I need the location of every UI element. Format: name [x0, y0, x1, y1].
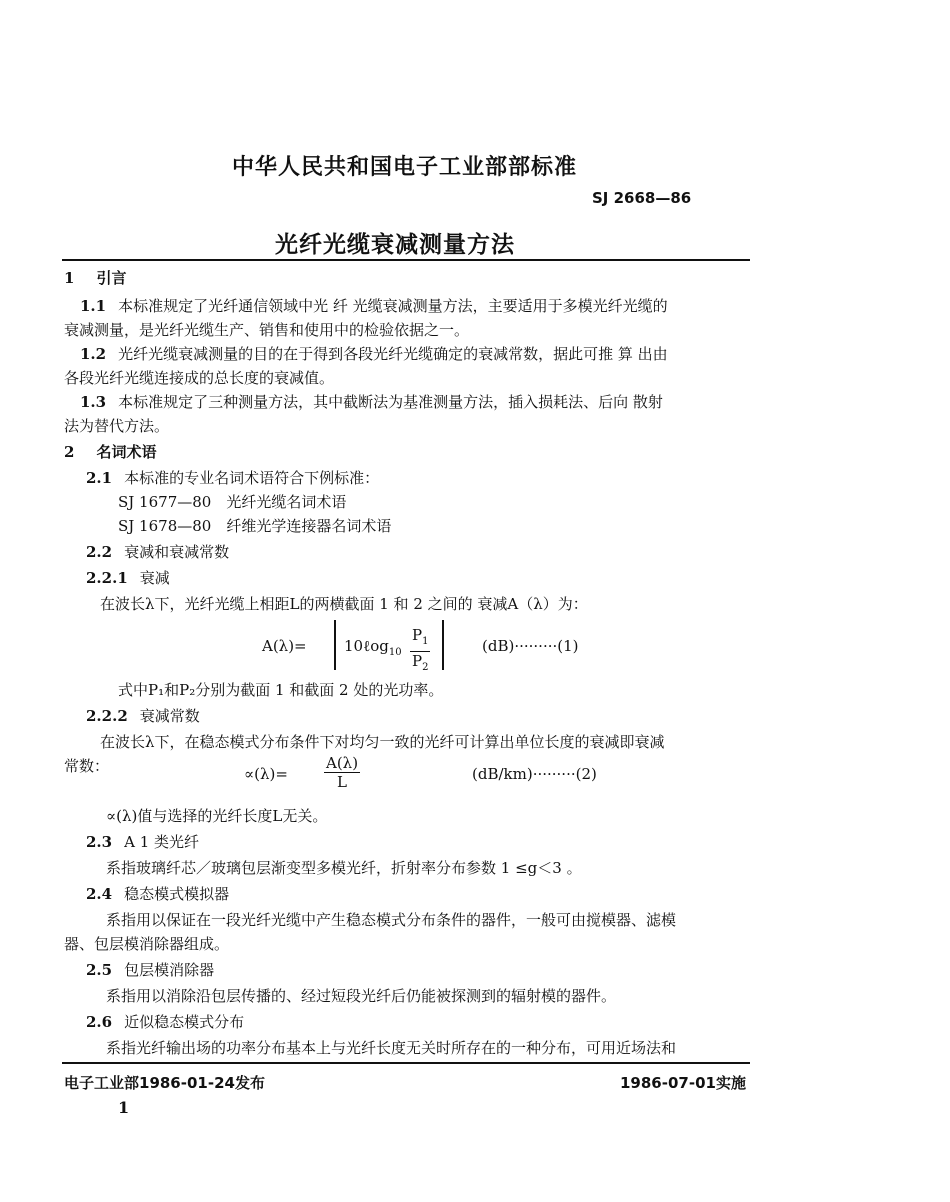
clause-2-2-1 — [86, 568, 170, 588]
clause-2-3-text: 系指玻璃纤芯／玻璃包层渐变型多模光纤，折射率分布参数 1 ≤g＜3 。 — [106, 859, 582, 877]
clause-1-2 — [80, 344, 668, 364]
clause-2-2-1-text: 在波长λ下，光纤光缆上相距L的两横截面 1 和 2 之间的 衰减A（λ）为： — [100, 595, 588, 613]
clause-number: 2.3 — [86, 833, 113, 851]
fraction-numerator: $P_1$ — [410, 626, 430, 652]
clause-title: 近似稳态模式分布 — [124, 1013, 245, 1031]
equation-fraction — [324, 754, 360, 791]
clause-2-3 — [86, 832, 199, 852]
equation-unit: (dB/km)·········(2) — [472, 765, 597, 783]
clause-number: 2.2.1 — [86, 569, 128, 587]
clause-2-2-2-cont: 常数： — [64, 757, 110, 775]
clause-title: 衰减常数 — [139, 707, 200, 725]
org-title: 中华人民共和国电子工业部部标准 — [232, 155, 578, 180]
clause-text: 光纤光缆衰减测量的目的在于得到各段光纤光缆确定的衰减常数，据此可推 算 出由 — [118, 345, 668, 363]
clause-2-4-cont: 器、包层模消除器组成。 — [64, 935, 230, 953]
clause-text: 本标准规定了三种测量方法，其中截断法为基准测量方法，插入损耗法、后向 散射 — [118, 393, 663, 411]
fraction-denominator: L — [337, 773, 347, 791]
section-title: 引言 — [96, 269, 127, 287]
clause-2-6-text: 系指光纤输出场的功率分布基本上与光纤长度无关时所存在的一种分布，可用近场法和 — [106, 1039, 677, 1057]
clause-1-3-cont: 法为替代方法。 — [64, 417, 170, 435]
document-title: 光纤光缆衰减测量方法 — [275, 232, 515, 258]
clause-2-2-2-text: 在波长λ下，在稳态模式分布条件下对均匀一致的光纤可计算出单位长度的衰减即衰减 — [100, 733, 665, 751]
section-2-heading — [64, 442, 156, 462]
abs-bar-right — [442, 620, 444, 670]
clause-number: 2.4 — [86, 885, 113, 903]
fraction-denominator: $P_2$ — [412, 652, 429, 673]
page-number: 1 — [118, 1098, 130, 1117]
clause-1-2-cont: 各段光纤光缆连接成的总长度的衰减值。 — [64, 369, 335, 387]
clause-1-1-cont: 衰减测量，是光纤光缆生产、销售和使用中的检验依据之一。 — [64, 321, 470, 339]
section-number: 1 — [64, 269, 75, 287]
clause-2-1 — [86, 468, 379, 488]
equation-1-note: 式中P₁和P₂分别为截面 1 和截面 2 处的光功率。 — [118, 681, 444, 699]
clause-title: 衰减和衰减常数 — [124, 543, 230, 561]
header-rule — [62, 259, 750, 261]
clause-1-1 — [80, 296, 668, 316]
standard-code: SJ 2668—86 — [592, 189, 692, 207]
equation-lhs: A(λ)= — [262, 637, 307, 655]
clause-2-2 — [86, 542, 229, 562]
fraction-numerator: A(λ) — [326, 754, 359, 772]
clause-2-2-2 — [86, 706, 200, 726]
clause-2-4-text: 系指用以保证在一段光纤光缆中产生稳态模式分布条件的器件，一般可由搅模器、滤模 — [106, 911, 677, 929]
clause-2-6 — [86, 1012, 244, 1032]
clause-title: A 1 类光纤 — [124, 833, 200, 851]
reference-sj-1678: SJ 1678—80 纤维光学连接器名词术语 — [118, 517, 392, 535]
clause-title: 稳态模式模拟器 — [124, 885, 230, 903]
abs-bar-left — [334, 620, 336, 670]
equation-log: 10ℓog$_{10}$ — [344, 637, 402, 658]
clause-1-3 — [80, 392, 663, 412]
footer-rule — [62, 1062, 750, 1064]
clause-text: 本标准的专业名词术语符合下例标准： — [124, 469, 380, 487]
clause-2-5-text: 系指用以消除沿包层传播的、经过短段光纤后仍能被探测到的辐射模的器件。 — [106, 987, 617, 1005]
clause-title: 包层模消除器 — [124, 961, 215, 979]
effective-date: 1986-07-01实施 — [620, 1074, 746, 1092]
clause-number: 2.2.2 — [86, 707, 128, 725]
section-number: 2 — [64, 443, 75, 461]
equation-fraction — [410, 626, 430, 677]
reference-sj-1677: SJ 1677—80 光纤光缆名词术语 — [118, 493, 347, 511]
section-1-heading — [64, 268, 126, 288]
clause-number: 1.3 — [80, 393, 107, 411]
clause-number: 1.2 — [80, 345, 107, 363]
equation-2-note: ∝(λ)值与选择的光纤长度L无关。 — [106, 807, 328, 825]
clause-number: 2.6 — [86, 1013, 113, 1031]
clause-number: 1.1 — [80, 297, 107, 315]
clause-2-4 — [86, 884, 229, 904]
issue-date: 电子工业部1986-01-24发布 — [64, 1074, 265, 1092]
clause-number: 2.1 — [86, 469, 113, 487]
clause-2-5 — [86, 960, 214, 980]
clause-number: 2.2 — [86, 543, 113, 561]
clause-number: 2.5 — [86, 961, 113, 979]
equation-unit: (dB)·········(1) — [482, 637, 579, 655]
section-title: 名词术语 — [96, 443, 157, 461]
clause-text: 本标准规定了光纤通信领域中光 纤 光缆衰减测量方法，主要适用于多模光纤光缆的 — [118, 297, 668, 315]
equation-lhs: ∝(λ)= — [244, 765, 288, 783]
clause-title: 衰减 — [139, 569, 170, 587]
